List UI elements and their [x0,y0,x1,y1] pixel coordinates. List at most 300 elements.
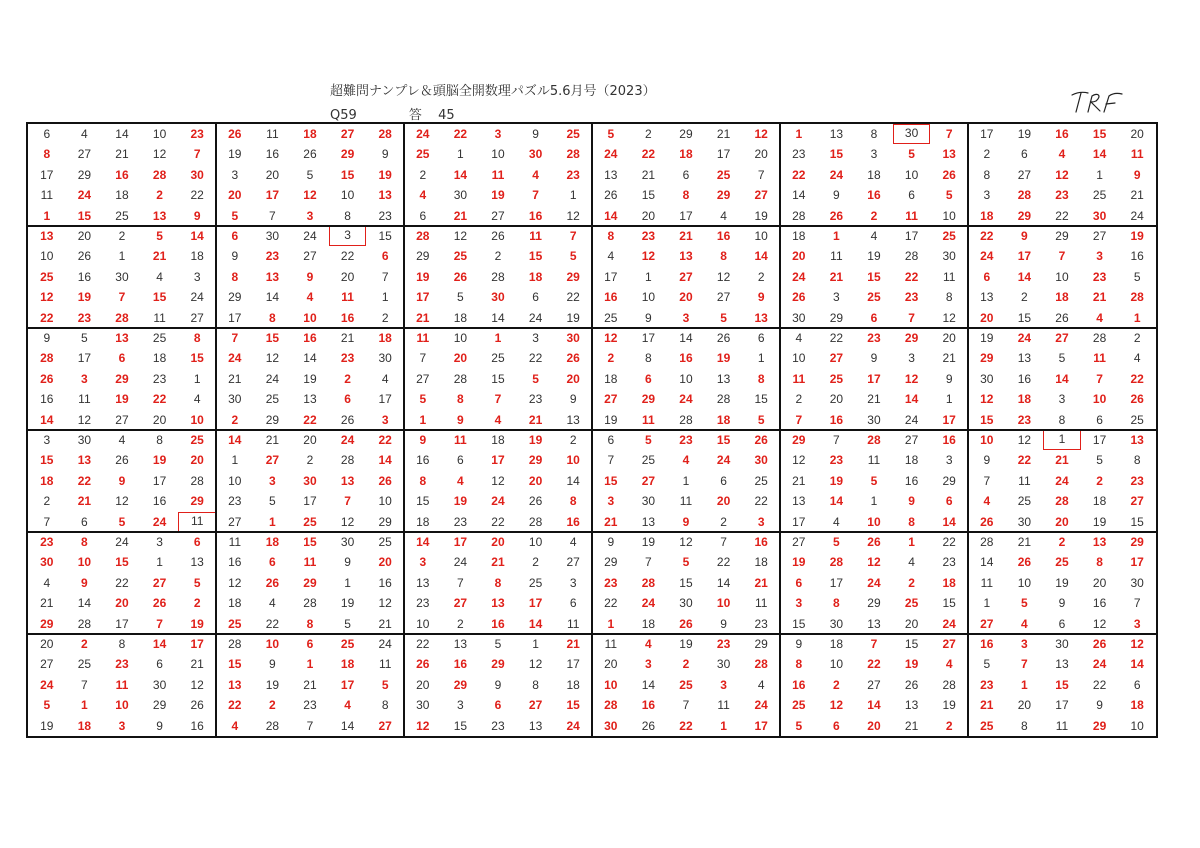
grid-cell: 10 [1130,718,1144,733]
grid-cell: 16 [604,290,618,305]
grid-cell: 2 [269,698,276,713]
grid-cell: 11 [980,575,994,590]
grid-cell: 15 [77,208,92,223]
grid-cell: 22 [453,127,468,141]
grid-cell: 23 [491,718,505,733]
grid-cell: 24 [904,412,919,427]
grid-cell: 20 [228,188,242,203]
grid-cell: 12 [303,188,317,203]
grid-cell: 30 [340,535,355,549]
grid-cell: 18 [829,637,844,651]
grid-cell: 23 [528,392,543,407]
grid-cell: 16 [115,167,129,182]
grid-cell: 30 [528,147,543,162]
grid-cell: 5 [720,310,727,325]
grid-cell: 7 [118,290,126,305]
grid-cell: 10 [641,290,656,305]
grid-cell: 23 [867,331,881,345]
grid-cell: 1 [757,351,765,366]
grid-cell: 16 [228,555,242,570]
grid-cell: 30 [190,167,204,182]
grid-cell: 13 [867,616,881,631]
grid-cell: 18 [1092,494,1107,509]
grid-cell: 10 [152,127,167,141]
grid-cell: 9 [306,269,314,284]
grid-cell: 29 [566,269,580,284]
grid-cell: 8 [757,371,765,386]
grid-cell: 4 [43,575,51,590]
grid-cell: 15 [1130,514,1144,529]
grid-cell: 28 [491,269,505,284]
grid-cell: 22 [303,412,317,427]
grid-cell: 4 [494,412,502,427]
grid-cell: 2 [569,433,577,447]
grid-cell: 5 [81,331,88,345]
grid-cell: 11 [228,535,242,549]
grid-cell: 14 [152,637,167,651]
grid-cell: 15 [641,188,656,203]
grid-cell: 11 [792,371,806,386]
grid-cell: 8 [306,616,314,631]
grid-cell: 12 [716,269,731,284]
grid-cell: 7 [607,453,615,468]
grid-cell: 8 [870,127,878,141]
grid-cell: 9 [1021,229,1028,243]
grid-cell: 8 [607,229,615,243]
grid-cell: 17 [679,208,693,223]
grid-cell: 3 [720,677,727,692]
block-divider-horizontal [28,531,1156,533]
grid-cell: 16 [378,575,392,590]
grid-cell: 30 [491,290,505,305]
grid-cell: 20 [679,290,693,305]
grid-cell: 22 [792,167,806,182]
grid-cell: 24 [190,290,204,305]
grid-cell: 22 [942,535,956,549]
grid-cell: 16 [754,535,768,549]
grid-cell: 9 [983,453,991,468]
grid-cell: 10 [40,249,54,264]
grid-cell: 6 [983,269,991,284]
grid-cell: 24 [77,188,92,203]
highlighted-cell: 3 [329,226,367,246]
grid-cell: 3 [381,412,389,427]
grid-cell: 19 [40,718,54,733]
grid-cell: 15 [453,718,468,733]
grid-cell: 30 [566,331,580,345]
grid-cell: 20 [453,351,468,366]
grid-cell: 29 [716,188,731,203]
grid-cell: 9 [532,127,539,141]
grid-cell: 30 [77,433,92,447]
grid-cell: 12 [1017,433,1032,447]
grid-cell: 18 [152,351,167,366]
grid-cell: 30 [829,616,844,631]
grid-cell: 29 [904,331,919,345]
grid-cell: 10 [566,453,580,468]
grid-cell: 6 [682,167,690,182]
grid-cell: 27 [1055,331,1069,345]
grid-cell: 21 [416,310,430,325]
grid-cell: 18 [1017,392,1032,407]
grid-cell: 11 [1130,147,1144,162]
grid-cell: 27 [303,249,317,264]
grid-cell: 1 [908,535,915,549]
grid-cell: 24 [1017,331,1032,345]
grid-cell: 30 [453,188,468,203]
grid-cell: 16 [190,718,204,733]
grid-cell: 24 [378,637,392,651]
grid-cell: 29 [604,555,618,570]
grid-cell: 13 [265,269,280,284]
grid-cell: 6 [757,331,765,345]
grid-cell: 14 [980,555,994,570]
grid-cell: 15 [566,698,580,713]
grid-cell: 23 [378,208,392,223]
grid-cell: 8 [43,147,51,162]
grid-cell: 26 [641,718,656,733]
grid-cell: 8 [419,473,427,488]
grid-cell: 22 [528,351,543,366]
grid-cell: 18 [115,188,129,203]
grid-cell: 7 [43,514,51,529]
grid-cell: 14 [716,575,731,590]
grid-cell: 30 [378,351,392,366]
grid-cell: 14 [340,718,355,733]
grid-cell: 9 [1133,167,1141,182]
grid-cell: 13 [716,371,731,386]
grid-cell: 26 [1092,637,1107,651]
grid-cell: 24 [792,269,806,284]
grid-cell: 3 [908,351,915,366]
grid-cell: 24 [679,392,693,407]
grid-cell: 12 [867,555,881,570]
grid-cell: 16 [416,453,430,468]
grid-cell: 21 [792,473,806,488]
grid-cell: 29 [942,473,956,488]
answer-value: 45 [438,108,455,123]
grid-cell: 17 [453,535,468,549]
grid-cell: 5 [908,147,915,162]
grid-cell: 8 [1096,555,1103,570]
grid-cell: 22 [566,290,580,305]
grid-cell: 25 [40,269,54,284]
grid-cell: 5 [118,514,126,529]
grid-cell: 17 [792,514,806,529]
grid-cell: 6 [945,494,953,509]
grid-cell: 11 [153,310,166,325]
grid-cell: 6 [193,535,201,549]
grid-cell: 27 [1092,229,1107,243]
grid-cell: 27 [115,412,129,427]
grid-cell: 25 [867,290,881,305]
grid-cell: 9 [494,677,502,692]
grid-cell: 29 [679,127,693,141]
grid-cell: 10 [265,637,280,651]
question-number: Q59 [330,108,357,123]
grid-cell: 3 [457,698,464,713]
grid-cell: 21 [604,514,618,529]
grid-cell: 3 [1058,392,1066,407]
grid-cell: 23 [792,147,806,162]
grid-cell: 8 [381,698,389,713]
grid-cell: 16 [566,514,580,529]
grid-cell: 7 [156,616,163,631]
grid-cell: 5 [156,229,163,243]
grid-cell: 17 [754,718,768,733]
grid-cell: 5 [1058,351,1066,366]
grid-cell: 24 [152,514,167,529]
grid-cell: 25 [792,698,806,713]
grid-cell: 11 [529,229,542,243]
grid-cell: 23 [453,514,468,529]
grid-cell: 23 [754,616,768,631]
grid-cell: 26 [453,269,468,284]
grid-cell: 27 [1130,494,1144,509]
grid-cell: 11 [1018,473,1031,488]
grid-cell: 22 [152,392,167,407]
grid-cell: 12 [792,453,806,468]
grid-cell: 9 [569,392,577,407]
grid-cell: 8 [945,290,953,305]
grid-cell: 12 [1055,167,1069,182]
grid-cell: 9 [833,188,840,203]
grid-cell: 23 [77,310,92,325]
grid-cell: 8 [833,596,840,611]
grid-cell: 25 [754,473,768,488]
grid-cell: 30 [228,392,242,407]
grid-cell: 28 [679,412,693,427]
grid-cell: 1 [81,698,88,713]
grid-cell: 9 [795,637,803,651]
grid-cell: 20 [378,555,392,570]
grid-cell: 25 [679,677,693,692]
grid-cell: 16 [340,310,355,325]
grid-cell: 10 [528,535,543,549]
grid-cell: 29 [152,698,167,713]
grid-cell: 12 [416,718,430,733]
grid-cell: 14 [528,616,543,631]
grid-cell: 14 [679,331,693,345]
grid-cell: 16 [528,208,543,223]
grid-cell: 27 [942,637,956,651]
grid-cell: 7 [494,392,502,407]
grid-cell: 18 [228,596,242,611]
grid-cell: 22 [716,555,731,570]
grid-cell: 8 [720,249,727,264]
grid-cell: 1 [457,147,464,162]
grid-cell: 25 [528,575,543,590]
grid-cell: 9 [1096,698,1103,713]
grid-cell: 23 [115,657,129,672]
grid-cell: 28 [829,555,844,570]
grid-cell: 22 [228,698,242,713]
grid-cell: 18 [716,412,731,427]
grid-cell: 18 [566,677,580,692]
grid-cell: 9 [720,616,727,631]
grid-cell: 25 [904,596,919,611]
puzzle-grid [26,122,1158,738]
grid-cell: 10 [491,147,505,162]
grid-cell: 21 [115,147,129,162]
grid-cell: 1 [193,371,201,386]
grid-cell: 15 [340,167,355,182]
grid-cell: 19 [228,147,242,162]
grid-cell: 21 [1055,453,1069,468]
grid-cell: 19 [416,269,430,284]
grid-cell: 2 [795,392,803,407]
grid-cell: 26 [340,412,355,427]
grid-cell: 27 [641,473,656,488]
grid-cell: 8 [494,575,502,590]
grid-cell: 23 [829,453,844,468]
grid-cell: 22 [491,514,505,529]
grid-cell: 14 [416,535,430,549]
grid-cell: 1 [569,188,577,203]
grid-cell: 18 [792,229,806,243]
grid-cell: 17 [340,677,355,692]
grid-cell: 28 [792,208,806,223]
grid-cell: 15 [867,269,881,284]
grid-cell: 17 [1092,433,1107,447]
grid-cell: 29 [641,392,656,407]
grid-cell: 7 [344,494,351,509]
grid-cell: 26 [1055,310,1069,325]
grid-cell: 8 [457,392,464,407]
grid-cell: 28 [904,249,919,264]
grid-cell: 17 [303,494,317,509]
grid-cell: 3 [81,371,88,386]
grid-cell: 21 [453,208,468,223]
grid-cell: 27 [792,535,806,549]
grid-cell: 12 [566,208,580,223]
grid-cell: 28 [77,616,92,631]
grid-cell: 1 [231,453,239,468]
grid-cell: 21 [754,575,768,590]
grid-cell: 21 [265,433,280,447]
grid-cell: 19 [491,188,505,203]
grid-cell: 2 [457,616,464,631]
grid-cell: 11 [604,637,618,651]
block-divider-vertical [779,124,781,736]
grid-cell: 9 [193,208,201,223]
grid-cell: 28 [340,453,355,468]
grid-cell: 11 [566,616,580,631]
grid-cell: 28 [528,514,543,529]
grid-cell: 7 [457,575,464,590]
grid-cell: 18 [1055,290,1069,305]
grid-cell: 26 [152,596,167,611]
grid-cell: 16 [942,433,956,447]
grid-cell: 23 [416,596,430,611]
grid-cell: 20 [152,412,167,427]
answer-label: 答 [408,108,422,123]
grid-cell: 14 [453,167,468,182]
grid-cell: 22 [754,494,768,509]
grid-cell: 6 [231,229,239,243]
grid-cell: 28 [566,147,580,162]
grid-cell: 7 [795,412,803,427]
grid-cell: 19 [453,494,468,509]
grid-cell: 14 [77,596,92,611]
grid-cell: 28 [190,473,204,488]
grid-cell: 13 [566,412,580,427]
grid-cell: 14 [829,494,844,509]
grid-cell: 14 [641,677,656,692]
grid-cell: 1 [381,290,389,305]
grid-cell: 13 [792,494,806,509]
grid-cell: 4 [381,371,389,386]
grid-cell: 27 [228,514,242,529]
grid-cell: 23 [303,698,317,713]
grid-cell: 28 [228,637,242,651]
grid-cell: 5 [532,371,539,386]
grid-cell: 4 [607,249,615,264]
grid-cell: 20 [265,167,280,182]
grid-cell: 28 [115,310,129,325]
grid-cell: 23 [641,229,656,243]
grid-cell: 8 [569,494,577,509]
grid-cell: 4 [720,208,727,223]
grid-cell: 14 [566,473,580,488]
grid-cell: 23 [1055,188,1069,203]
grid-cell: 26 [604,188,618,203]
grid-cell: 15 [604,473,618,488]
grid-cell: 24 [980,249,994,264]
grid-cell: 25 [115,208,129,223]
grid-cell: 23 [340,351,355,366]
grid-cell: 17 [942,412,956,427]
grid-cell: 29 [829,310,844,325]
grid-cell: 26 [980,514,994,529]
grid-cell: 16 [867,188,881,203]
grid-cell: 27 [528,698,543,713]
grid-cell: 18 [265,535,280,549]
grid-cell: 24 [416,127,430,141]
grid-cell: 3 [645,657,652,672]
grid-cell: 10 [228,473,242,488]
grid-cell: 18 [904,453,919,468]
grid-cell: 22 [416,637,430,651]
grid-cell: 5 [682,555,690,570]
grid-cell: 23 [604,575,618,590]
grid-cell: 8 [344,208,351,223]
grid-cell: 22 [641,147,656,162]
grid-cell: 19 [867,249,881,264]
grid-cell: 3 [983,188,991,203]
grid-cell: 19 [604,412,618,427]
grid-cell: 24 [829,167,844,182]
grid-cell: 16 [453,657,468,672]
grid-cell: 9 [231,249,239,264]
grid-cell: 4 [1021,616,1028,631]
grid-cell: 29 [491,657,505,672]
grid-cell: 27 [265,453,280,468]
grid-cell: 20 [416,677,430,692]
grid-cell: 23 [679,433,693,447]
grid-cell: 25 [416,147,430,162]
grid-cell: 6 [419,208,427,223]
grid-cell: 19 [115,392,129,407]
grid-cell: 7 [193,147,201,162]
grid-cell: 25 [566,127,580,141]
grid-cell: 3 [494,127,502,141]
grid-cell: 5 [945,188,953,203]
grid-cell: 25 [303,514,317,529]
grid-cell: 23 [904,290,919,305]
grid-cell: 11 [416,331,430,345]
grid-cell: 7 [532,188,539,203]
